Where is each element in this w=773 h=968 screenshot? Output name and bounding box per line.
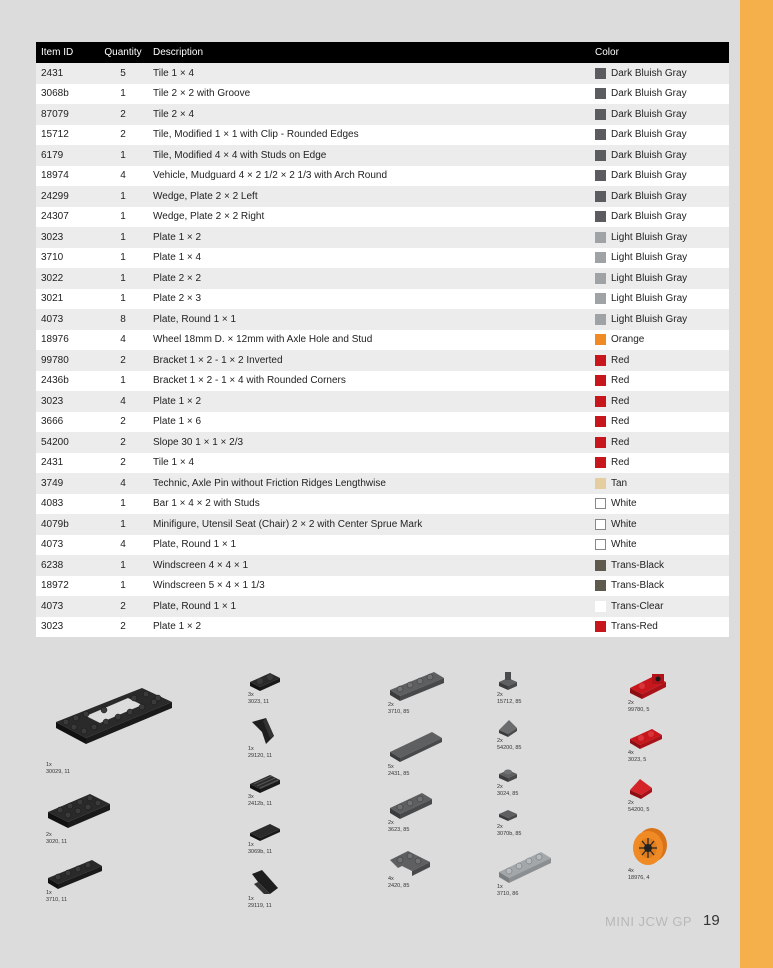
- color-swatch: [595, 170, 606, 181]
- item-id-cell: 24299: [36, 186, 98, 207]
- description-cell: Plate, Round 1 × 1: [148, 535, 590, 556]
- color-name: Trans-Red: [611, 621, 658, 633]
- color-cell: [590, 207, 729, 228]
- tile-1x4-icon: [388, 730, 444, 764]
- plate-1x4-icon: [46, 858, 104, 890]
- quantity-cell: 1: [98, 289, 148, 310]
- color-cell: [590, 227, 729, 248]
- description-cell: Plate 1 × 2: [148, 227, 590, 248]
- color-swatch: [595, 191, 606, 202]
- description-cell: Plate 2 × 2: [148, 268, 590, 289]
- item-id-cell: 87079: [36, 104, 98, 125]
- color-swatch: [595, 621, 606, 632]
- color-swatch: [595, 252, 606, 263]
- item-id-cell: 3749: [36, 473, 98, 494]
- quantity-cell: 1: [98, 145, 148, 166]
- color-name: Dark Bluish Gray: [611, 170, 687, 182]
- color-name: Light Bluish Gray: [611, 313, 688, 325]
- color-swatch: [595, 293, 606, 304]
- item-id-cell: 18974: [36, 166, 98, 187]
- item-id-cell: 2436b: [36, 371, 98, 392]
- color-cell: [590, 166, 729, 187]
- quantity-cell: 8: [98, 309, 148, 330]
- part-slope: [628, 776, 654, 813]
- plate-1x3-icon: [388, 790, 434, 820]
- color-name: Light Bluish Gray: [611, 272, 688, 284]
- description-cell: Tile 2 × 2 with Groove: [148, 84, 590, 105]
- color-cell: [590, 391, 729, 412]
- table-row: [36, 555, 729, 576]
- color-name: Dark Bluish Gray: [611, 67, 687, 79]
- quantity-cell: 2: [98, 104, 148, 125]
- part-plate-1x4: [497, 850, 553, 897]
- description-cell: Plate 1 × 6: [148, 412, 590, 433]
- quantity-cell: 1: [98, 186, 148, 207]
- footer-title: MINI JCW GP: [605, 914, 693, 929]
- color-name: Dark Bluish Gray: [611, 108, 687, 120]
- color-cell: [590, 617, 729, 638]
- frame-plate-icon: [46, 680, 176, 762]
- description-cell: Minifigure, Utensil Seat (Chair) 2 × 2 with Center Sprue Mark: [148, 514, 590, 535]
- item-id-cell: 3021: [36, 289, 98, 310]
- color-swatch: [595, 498, 606, 509]
- mudguard-icon: [248, 868, 280, 896]
- description-cell: Tile 2 × 4: [148, 104, 590, 125]
- color-swatch: [595, 478, 606, 489]
- table-row: [36, 289, 729, 310]
- part-tile-1x2: [248, 822, 282, 855]
- description-cell: Wedge, Plate 2 × 2 Right: [148, 207, 590, 228]
- description-cell: Technic, Axle Pin without Friction Ridges Lengthwise: [148, 473, 590, 494]
- part-caption: 4x 18976, 4: [628, 868, 650, 881]
- color-swatch: [595, 375, 606, 386]
- part-caption: 2x 3070b, 85: [497, 824, 522, 837]
- quantity-cell: 5: [98, 63, 148, 84]
- table-row: [36, 309, 729, 330]
- quantity-cell: 4: [98, 473, 148, 494]
- description-cell: Tile, Modified 1 × 1 with Clip - Rounded Edges: [148, 125, 590, 146]
- color-swatch: [595, 437, 606, 448]
- part-plate-1x4: [388, 670, 446, 715]
- color-name: Light Bluish Gray: [611, 231, 688, 243]
- part-caption: 4x 3023, 5: [628, 750, 647, 763]
- item-id-cell: 3666: [36, 412, 98, 433]
- plate-1x1-icon: [497, 764, 519, 784]
- quantity-cell: 1: [98, 268, 148, 289]
- color-name: Dark Bluish Gray: [611, 149, 687, 161]
- description-cell: Bracket 1 × 2 - 1 × 4 with Rounded Corners: [148, 371, 590, 392]
- plate-1x4-icon: [388, 670, 446, 702]
- part-mudguard: [248, 868, 280, 909]
- color-swatch: [595, 273, 606, 284]
- item-id-cell: 4073: [36, 535, 98, 556]
- quantity-cell: 2: [98, 125, 148, 146]
- part-caption: 1x 3710, 86: [497, 884, 519, 897]
- color-cell: [590, 596, 729, 617]
- plate-corner-icon: [388, 846, 432, 876]
- part-caption: 1x 29120, 11: [248, 746, 273, 759]
- color-cell: [590, 432, 729, 453]
- item-id-cell: 18972: [36, 576, 98, 597]
- item-id-cell: 3068b: [36, 84, 98, 105]
- bracket-icon: [628, 672, 668, 700]
- page-number: 19: [703, 912, 720, 929]
- table-row: [36, 145, 729, 166]
- part-plate-2x4: [46, 790, 112, 845]
- part-plate-1x4: [46, 858, 104, 903]
- plate-2x4-icon: [46, 790, 112, 832]
- part-caption: 1x 3069b, 11: [248, 842, 273, 855]
- description-cell: Wheel 18mm D. × 12mm with Axle Hole and Stud: [148, 330, 590, 351]
- color-cell: [590, 371, 729, 392]
- part-caption: 3x 3023, 11: [248, 692, 270, 705]
- color-name: Red: [611, 395, 630, 407]
- quantity-cell: 1: [98, 514, 148, 535]
- table-row: [36, 63, 729, 84]
- part-plate-1x1: [497, 764, 519, 797]
- table-row: [36, 186, 729, 207]
- color-name: Light Bluish Gray: [611, 293, 688, 305]
- color-name: Red: [611, 354, 630, 366]
- color-name: Trans-Black: [611, 559, 664, 571]
- description-cell: Tile 1 × 4: [148, 63, 590, 84]
- part-caption: 2x 15712, 85: [497, 692, 522, 705]
- quantity-cell: 4: [98, 391, 148, 412]
- color-cell: [590, 453, 729, 474]
- color-swatch: [595, 580, 606, 591]
- description-cell: Bar 1 × 4 × 2 with Studs: [148, 494, 590, 515]
- quantity-cell: 2: [98, 453, 148, 474]
- quantity-cell: 2: [98, 596, 148, 617]
- color-swatch: [595, 355, 606, 366]
- table-row: [36, 432, 729, 453]
- item-id-cell: 24307: [36, 207, 98, 228]
- color-cell: [590, 514, 729, 535]
- table-row: [36, 535, 729, 556]
- table-row: [36, 104, 729, 125]
- color-swatch: [595, 560, 606, 571]
- table-row: [36, 371, 729, 392]
- slope-icon: [497, 716, 519, 738]
- quantity-cell: 1: [98, 494, 148, 515]
- part-tile-1x1: [497, 806, 521, 837]
- color-name: Orange: [611, 334, 645, 346]
- color-cell: [590, 309, 729, 330]
- quantity-cell: 1: [98, 371, 148, 392]
- description-cell: Plate 2 × 3: [148, 289, 590, 310]
- item-id-cell: 4073: [36, 596, 98, 617]
- quantity-cell: 4: [98, 330, 148, 351]
- quantity-cell: 4: [98, 166, 148, 187]
- table-row: [36, 453, 729, 474]
- color-swatch: [595, 519, 606, 530]
- quantity-cell: 2: [98, 617, 148, 638]
- description-cell: Wedge, Plate 2 × 2 Left: [148, 186, 590, 207]
- color-cell: [590, 412, 729, 433]
- description-cell: Plate 1 × 2: [148, 391, 590, 412]
- color-name: Light Bluish Gray: [611, 252, 688, 264]
- part-wheel: [628, 826, 670, 881]
- color-cell: [590, 576, 729, 597]
- table-row: [36, 166, 729, 187]
- color-name: Red: [611, 457, 630, 469]
- clip-tile-icon: [497, 670, 519, 692]
- table-row: [36, 412, 729, 433]
- quantity-cell: 2: [98, 432, 148, 453]
- part-plate-1x3: [388, 790, 434, 833]
- color-swatch: [595, 88, 606, 99]
- item-id-cell: 4079b: [36, 514, 98, 535]
- table-row: [36, 350, 729, 371]
- color-cell: [590, 473, 729, 494]
- quantity-cell: 1: [98, 227, 148, 248]
- color-swatch: [595, 601, 606, 612]
- part-caption: 4x 2420, 85: [388, 876, 410, 889]
- part-slope: [497, 716, 521, 751]
- part-caption: 2x 3710, 85: [388, 702, 410, 715]
- table-row: [36, 596, 729, 617]
- plate-1x2-icon: [628, 726, 664, 750]
- tile-1x1-icon: [497, 806, 519, 824]
- description-cell: Windscreen 4 × 4 × 1: [148, 555, 590, 576]
- item-id-cell: 3023: [36, 617, 98, 638]
- color-cell: [590, 494, 729, 515]
- item-id-cell: 3710: [36, 248, 98, 269]
- table-row: [36, 576, 729, 597]
- grille-tile-icon: [248, 772, 282, 794]
- color-name: Red: [611, 416, 630, 428]
- color-swatch: [595, 396, 606, 407]
- color-name: White: [611, 498, 637, 510]
- item-id-cell: 54200: [36, 432, 98, 453]
- quantity-cell: 2: [98, 350, 148, 371]
- color-swatch: [595, 334, 606, 345]
- plate-1x2-icon: [248, 670, 282, 692]
- color-cell: [590, 125, 729, 146]
- part-frame-plate: [46, 680, 176, 775]
- color-name: Trans-Black: [611, 580, 664, 592]
- color-name: Dark Bluish Gray: [611, 211, 687, 223]
- parts-list-table: [36, 42, 729, 637]
- description-cell: Windscreen 5 × 4 × 1 1/3: [148, 576, 590, 597]
- table-row: [36, 330, 729, 351]
- color-swatch: [595, 539, 606, 550]
- part-caption: 2x 54200, 85: [497, 738, 522, 751]
- column-header-item-id: Item ID: [36, 42, 98, 63]
- part-plate-1x2: [248, 670, 282, 705]
- color-swatch: [595, 211, 606, 222]
- item-id-cell: 15712: [36, 125, 98, 146]
- color-swatch: [595, 129, 606, 140]
- part-caption: 2x 3623, 85: [388, 820, 410, 833]
- part-mudguard: [248, 716, 278, 759]
- table-row: [36, 514, 729, 535]
- description-cell: Vehicle, Mudguard 4 × 2 1/2 × 2 1/3 with Arch Round: [148, 166, 590, 187]
- color-swatch: [595, 109, 606, 120]
- table-row: [36, 268, 729, 289]
- quantity-cell: 1: [98, 576, 148, 597]
- color-swatch: [595, 416, 606, 427]
- item-id-cell: 3022: [36, 268, 98, 289]
- part-tile-1x4: [388, 730, 444, 777]
- color-cell: [590, 84, 729, 105]
- description-cell: Plate, Round 1 × 1: [148, 309, 590, 330]
- part-caption: 2x 3020, 11: [46, 832, 68, 845]
- color-swatch: [595, 68, 606, 79]
- color-name: White: [611, 539, 637, 551]
- quantity-cell: 1: [98, 555, 148, 576]
- description-cell: Tile, Modified 4 × 4 with Studs on Edge: [148, 145, 590, 166]
- item-id-cell: 2431: [36, 453, 98, 474]
- part-plate-corner: [388, 846, 432, 889]
- column-header-quantity: Quantity: [98, 42, 148, 63]
- part-caption: 2x 3024, 85: [497, 784, 519, 797]
- color-cell: [590, 289, 729, 310]
- quantity-cell: 4: [98, 535, 148, 556]
- color-cell: [590, 555, 729, 576]
- description-cell: Plate 1 × 4: [148, 248, 590, 269]
- quantity-cell: 2: [98, 412, 148, 433]
- plate-1x4-icon: [497, 850, 553, 884]
- color-cell: [590, 350, 729, 371]
- part-grille-tile: [248, 772, 282, 807]
- description-cell: Tile 1 × 4: [148, 453, 590, 474]
- table-header-row: [36, 42, 729, 63]
- item-id-cell: 2431: [36, 63, 98, 84]
- color-swatch: [595, 150, 606, 161]
- part-caption: 1x 29119, 11: [248, 896, 272, 909]
- item-id-cell: 6238: [36, 555, 98, 576]
- color-cell: [590, 63, 729, 84]
- item-id-cell: 3023: [36, 391, 98, 412]
- item-id-cell: 4073: [36, 309, 98, 330]
- table-row: [36, 473, 729, 494]
- description-cell: Plate, Round 1 × 1: [148, 596, 590, 617]
- mudguard-icon: [248, 716, 278, 746]
- color-swatch: [595, 232, 606, 243]
- description-cell: Plate 1 × 2: [148, 617, 590, 638]
- color-cell: [590, 268, 729, 289]
- item-id-cell: 4083: [36, 494, 98, 515]
- column-header-description: Description: [148, 42, 590, 63]
- tile-1x2-icon: [248, 822, 282, 842]
- color-cell: [590, 248, 729, 269]
- table-row: [36, 227, 729, 248]
- column-header-color: Color: [590, 42, 729, 63]
- color-cell: [590, 330, 729, 351]
- color-swatch: [595, 457, 606, 468]
- description-cell: Slope 30 1 × 1 × 2/3: [148, 432, 590, 453]
- slope-icon: [628, 776, 654, 800]
- part-caption: 2x 99780, 5: [628, 700, 650, 713]
- color-cell: [590, 535, 729, 556]
- color-name: Dark Bluish Gray: [611, 129, 687, 141]
- item-id-cell: 18976: [36, 330, 98, 351]
- part-caption: 1x 3710, 11: [46, 890, 68, 903]
- item-id-cell: 3023: [36, 227, 98, 248]
- side-accent-band: [740, 0, 773, 968]
- part-caption: 5x 2431, 85: [388, 764, 410, 777]
- part-plate-1x2: [628, 726, 664, 763]
- table-row: [36, 248, 729, 269]
- color-name: Dark Bluish Gray: [611, 88, 687, 100]
- quantity-cell: 1: [98, 248, 148, 269]
- color-name: Red: [611, 436, 630, 448]
- color-name: Trans-Clear: [611, 600, 664, 612]
- quantity-cell: 1: [98, 84, 148, 105]
- table-row: [36, 125, 729, 146]
- color-cell: [590, 145, 729, 166]
- item-id-cell: 6179: [36, 145, 98, 166]
- table-row: [36, 391, 729, 412]
- part-caption: 2x 54200, 5: [628, 800, 650, 813]
- part-bracket: [628, 672, 668, 713]
- item-id-cell: 99780: [36, 350, 98, 371]
- table-row: [36, 617, 729, 638]
- quantity-cell: 1: [98, 207, 148, 228]
- wheel-icon: [628, 826, 670, 868]
- color-name: White: [611, 518, 637, 530]
- table-row: [36, 207, 729, 228]
- table-row: [36, 84, 729, 105]
- color-cell: [590, 104, 729, 125]
- part-caption: 1x 30029, 11: [46, 762, 71, 775]
- part-caption: 3x 2412b, 11: [248, 794, 273, 807]
- description-cell: Bracket 1 × 2 - 1 × 2 Inverted: [148, 350, 590, 371]
- color-name: Tan: [611, 477, 628, 489]
- part-clip-tile: [497, 670, 521, 705]
- color-cell: [590, 186, 729, 207]
- table-row: [36, 494, 729, 515]
- color-swatch: [595, 314, 606, 325]
- color-name: Red: [611, 375, 630, 387]
- color-name: Dark Bluish Gray: [611, 190, 687, 202]
